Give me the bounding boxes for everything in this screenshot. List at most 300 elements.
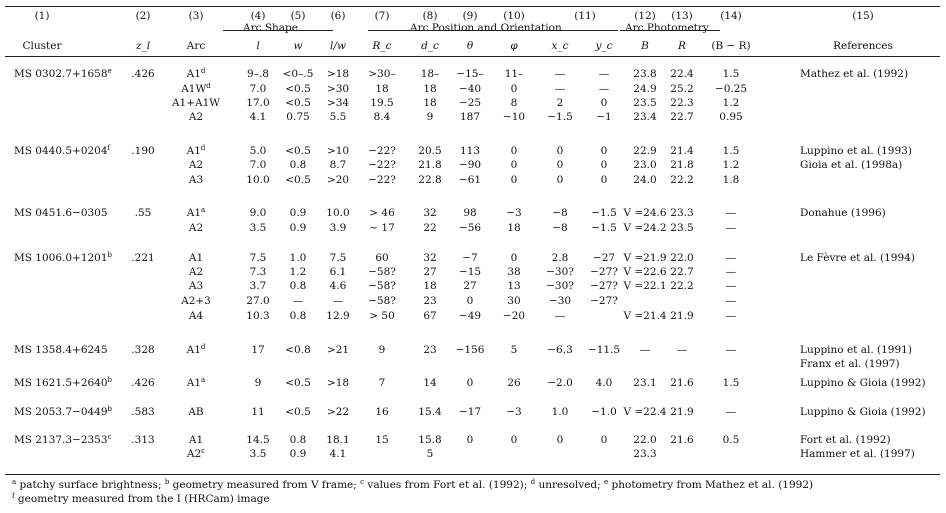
table-cell: 25.2 <box>670 83 694 95</box>
table-cell: 0.8 <box>289 159 307 171</box>
table-cell: .426 <box>131 68 155 80</box>
table-cell: Franx et al. (1997) <box>800 358 900 370</box>
table-cell: 21.8 <box>670 159 694 171</box>
table-cell: > 46 <box>369 207 395 219</box>
table-cell: <0.5 <box>285 145 311 157</box>
table-cell: 18– <box>420 68 440 80</box>
table-cell: .190 <box>131 145 155 157</box>
table-cell: 67 <box>423 310 437 322</box>
table-cell: <0.5 <box>285 174 311 186</box>
table-cell: 1.2 <box>722 159 740 171</box>
table-cell: >18 <box>326 377 350 389</box>
table-cell: A2 <box>188 222 204 234</box>
table-cell: −7 <box>462 252 478 264</box>
column-label: θ <box>466 40 474 52</box>
table-cell: <0.5 <box>285 377 311 389</box>
table-cell: >18 <box>326 68 350 80</box>
table-cell: 18 <box>423 280 437 292</box>
column-number: (6) <box>330 10 346 22</box>
table-cell: −22? <box>368 174 396 186</box>
column-label: References <box>833 40 893 52</box>
table-cell: 21.8 <box>418 159 442 171</box>
table-cell: 38 <box>507 266 521 278</box>
table-cell: 15.8 <box>418 434 442 446</box>
table-cell: A2 <box>188 266 204 278</box>
table-cell: 27 <box>463 280 477 292</box>
table-cell: 23.4 <box>633 111 657 123</box>
table-cell: >21 <box>326 344 350 356</box>
table-cell: 18 <box>423 83 437 95</box>
table-cell: −10 <box>502 111 526 123</box>
table-cell: MS $2053.7-0449^b$ <box>14 405 113 418</box>
table-cell: 0 <box>510 145 518 157</box>
group-rule-arc-shape <box>223 30 333 31</box>
table-cell: 18 <box>423 97 437 109</box>
table-cell: <0.8 <box>285 344 311 356</box>
table-cell: — <box>725 310 737 322</box>
table-cell: >20 <box>326 174 350 186</box>
column-number: (13) <box>671 10 693 22</box>
table-cell: A1$^d$ <box>186 144 206 157</box>
table-cell: <0.5 <box>285 406 311 418</box>
table-cell: 0 <box>556 159 564 171</box>
table-cell: — <box>639 344 651 356</box>
table-cell: 26 <box>507 377 521 389</box>
table-cell: MS $0440.5+0204^f$ <box>14 144 111 157</box>
footnote: $^a$ patchy surface brightness; $^b$ geometry measured from V frame; $^c$ values from Fort et al. (1992); $^d$ unresolved; $^e$ photometry from Mathez et al. (1992) <box>12 478 814 491</box>
table-cell: MS 1358.4+6245 <box>14 344 108 356</box>
table-cell: 1.5 <box>722 68 740 80</box>
column-number: (9) <box>462 10 478 22</box>
group-rule-arc-photometry <box>620 30 720 31</box>
table-cell: 9 <box>378 344 386 356</box>
table-cell: 22.9 <box>633 145 657 157</box>
table-cell: A2 <box>188 159 204 171</box>
table-cell: 0 <box>600 159 608 171</box>
table-cell: 0.9 <box>289 448 307 460</box>
table-cell: 0 <box>556 434 564 446</box>
column-number: (12) <box>634 10 656 22</box>
column-label: d_c <box>421 40 439 52</box>
table-cell: 13 <box>507 280 521 292</box>
table-cell: 23.8 <box>633 68 657 80</box>
table-cell: 9.0 <box>249 207 267 219</box>
table-cell: — <box>554 310 566 322</box>
column-label: φ <box>510 40 518 52</box>
table-cell: 0 <box>510 252 518 264</box>
table-cell: 0.8 <box>289 280 307 292</box>
table-cell: 22 <box>423 222 437 234</box>
table-cell: 22.7 <box>670 111 694 123</box>
table-cell: 23.3 <box>670 207 694 219</box>
table-cell: 0.8 <box>289 434 307 446</box>
table-cell: — <box>725 295 737 307</box>
table-cell: 21.6 <box>670 434 694 446</box>
table-cell: −58? <box>368 266 396 278</box>
table-cell: 0.5 <box>722 434 740 446</box>
table-cell: A1 <box>188 434 204 446</box>
table-cell: 11 <box>251 406 265 418</box>
table-cell: MS 0451.6−0305 <box>14 207 108 219</box>
table-cell: 0.75 <box>286 111 310 123</box>
table-cell: — <box>725 252 737 264</box>
table-cell: 12.9 <box>326 310 350 322</box>
table-cell: MS $2137.3-2353^c$ <box>14 433 112 446</box>
table-cell: 6.1 <box>329 266 347 278</box>
table-cell: 24.0 <box>633 174 657 186</box>
group-header-arc-shape: Arc Shape <box>243 22 298 34</box>
table-cell: A3 <box>188 174 204 186</box>
table-cell: >30– <box>368 68 396 80</box>
table-cell: 22.0 <box>670 252 694 264</box>
table-cell: — <box>725 406 737 418</box>
table-cell: −15 <box>458 266 482 278</box>
table-cell: −49 <box>458 310 482 322</box>
column-label: B <box>641 40 649 52</box>
table-cell: 21.6 <box>670 377 694 389</box>
table-cell: 22.3 <box>670 97 694 109</box>
table-cell: 7 <box>378 377 386 389</box>
table-cell: −22? <box>368 159 396 171</box>
table-cell: A1$^d$ <box>186 343 206 356</box>
table-cell: −1.5 <box>547 111 573 123</box>
table-cell: −56 <box>458 222 482 234</box>
table-cell: −30? <box>546 266 574 278</box>
table-cell: — <box>725 207 737 219</box>
table-cell: 60 <box>375 252 389 264</box>
table-cell: — <box>554 68 566 80</box>
table-cell: 32 <box>423 252 437 264</box>
table-cell: 7.0 <box>249 159 267 171</box>
table-cell: A2 <box>188 111 204 123</box>
table-cell: 4.1 <box>329 448 347 460</box>
header-rule <box>5 56 940 57</box>
table-cell: .221 <box>131 252 155 264</box>
table-cell: −6.3 <box>547 344 573 356</box>
table-cell: −8 <box>552 222 568 234</box>
table-cell: Luppino et al. (1993) <box>800 145 912 157</box>
table-cell: V =22.1 <box>623 280 667 292</box>
table-cell: 11– <box>504 68 524 80</box>
table-cell: −27? <box>590 295 618 307</box>
table-cell: 27.0 <box>246 295 270 307</box>
table-cell: 23 <box>423 344 437 356</box>
table-cell: A2$^c$ <box>186 447 206 460</box>
table-cell: −11.5 <box>587 344 621 356</box>
table-cell: V =24.2 <box>623 222 667 234</box>
bottom-rule <box>5 474 940 475</box>
table-cell: 22.0 <box>633 434 657 446</box>
table-cell: 8.7 <box>329 159 347 171</box>
table-cell: −58? <box>368 280 396 292</box>
table-cell: — <box>725 280 737 292</box>
table-cell: 0 <box>600 174 608 186</box>
table-cell: 0 <box>600 434 608 446</box>
table-cell: 9 <box>254 377 262 389</box>
table-cell: 10.0 <box>326 207 350 219</box>
table-cell: 0.95 <box>719 111 743 123</box>
table-cell: −156 <box>455 344 485 356</box>
table-cell: 22.2 <box>670 174 694 186</box>
table-cell: −27 <box>592 252 616 264</box>
table-cell: 113 <box>459 145 481 157</box>
table-cell: −27? <box>590 280 618 292</box>
column-number: (3) <box>188 10 204 22</box>
table-cell: 1.8 <box>722 174 740 186</box>
table-cell: — <box>554 83 566 95</box>
table-cell: V =21.9 <box>623 252 667 264</box>
table-cell: 23.0 <box>633 159 657 171</box>
column-number: (10) <box>503 10 525 22</box>
column-label: y_c <box>595 40 613 52</box>
column-label: Cluster <box>22 40 62 52</box>
table-cell: A1$^d$ <box>186 67 206 80</box>
table-cell: −3 <box>506 207 522 219</box>
column-label: l <box>256 40 260 52</box>
table-cell: A4 <box>188 310 204 322</box>
column-number: (1) <box>34 10 50 22</box>
table-cell: 1.5 <box>722 145 740 157</box>
table-cell: 20.5 <box>418 145 442 157</box>
table-cell: >22 <box>326 406 350 418</box>
table-cell: 0 <box>510 159 518 171</box>
table-cell: 8.4 <box>373 111 391 123</box>
table-cell: 22.7 <box>670 266 694 278</box>
table-cell: 5 <box>426 448 434 460</box>
table-cell: Hammer et al. (1997) <box>800 448 915 460</box>
table-cell: 10.3 <box>246 310 270 322</box>
table-cell: — <box>598 68 610 80</box>
table-cell: Fort et al. (1992) <box>800 434 891 446</box>
top-rule <box>5 6 940 7</box>
table-cell: 0.8 <box>289 310 307 322</box>
table-cell: −20 <box>502 310 526 322</box>
column-label: R_c <box>372 40 392 52</box>
table-cell: 7.5 <box>329 252 347 264</box>
column-label: z_l <box>135 40 151 52</box>
table-cell: Luppino et al. (1991) <box>800 344 912 356</box>
table-cell: −1.5 <box>591 222 617 234</box>
column-label: l/w <box>330 40 346 52</box>
table-cell: 2 <box>556 97 564 109</box>
table-cell: 17.0 <box>246 97 270 109</box>
table-cell: −30 <box>548 295 572 307</box>
table-cell: 22.8 <box>418 174 442 186</box>
table-cell: A1$^a$ <box>186 376 206 389</box>
table-cell: 18 <box>507 222 521 234</box>
table-cell: V =21.4 <box>623 310 667 322</box>
table-cell: MS $0302.7+1658^e$ <box>14 67 112 80</box>
table-cell: MS $1006.0+1201^b$ <box>14 251 113 264</box>
table-cell: 15.4 <box>418 406 442 418</box>
table-cell: A1 <box>188 252 204 264</box>
table-cell: 3.7 <box>249 280 267 292</box>
table-cell: Luppino & Gioia (1992) <box>800 406 926 418</box>
table-cell: 27 <box>423 266 437 278</box>
table-cell: 0 <box>510 434 518 446</box>
table-cell: 0.9 <box>289 207 307 219</box>
group-rule-arc-position <box>368 30 618 31</box>
table-cell: — <box>725 266 737 278</box>
table-cell: Gioia et al. (1998a) <box>800 159 903 171</box>
table-cell: Luppino & Gioia (1992) <box>800 377 926 389</box>
table-cell: 21.4 <box>670 145 694 157</box>
table-cell: 10.0 <box>246 174 270 186</box>
table-cell: 0 <box>600 145 608 157</box>
table-cell: 5 <box>510 344 518 356</box>
table-cell: >34 <box>326 97 350 109</box>
table-cell: A3 <box>188 280 204 292</box>
table-cell: −40 <box>458 83 482 95</box>
table-cell: −61 <box>458 174 482 186</box>
table-cell: 2.8 <box>551 252 569 264</box>
table-cell: 8 <box>510 97 518 109</box>
table-cell: 1.2 <box>722 97 740 109</box>
column-number: (11) <box>574 10 596 22</box>
table-cell: Donahue (1996) <box>800 207 886 219</box>
table-cell: Le Fèvre et al. (1994) <box>800 252 915 264</box>
table-cell: −30? <box>546 280 574 292</box>
table-cell: >30 <box>326 83 350 95</box>
table-cell: ~ 17 <box>369 222 395 234</box>
table-cell: .55 <box>134 207 152 219</box>
table-cell: −0.25 <box>714 83 748 95</box>
table-cell: 0 <box>466 434 474 446</box>
table-cell: 7.3 <box>249 266 267 278</box>
table-cell: A1+A1W <box>171 97 221 109</box>
table-cell: AB <box>188 406 204 418</box>
table-cell: 19.5 <box>370 97 394 109</box>
column-number: (5) <box>290 10 306 22</box>
table-cell: — <box>332 295 344 307</box>
table-cell: 7.0 <box>249 83 267 95</box>
table-cell: 23.5 <box>670 222 694 234</box>
table-cell: Mathez et al. (1992) <box>800 68 909 80</box>
column-number: (7) <box>374 10 390 22</box>
table-cell: 7.5 <box>249 252 267 264</box>
table-cell: <0–.5 <box>282 68 314 80</box>
table-cell: 23.3 <box>633 448 657 460</box>
column-number: (4) <box>250 10 266 22</box>
table-cell: 16 <box>375 406 389 418</box>
table-cell: 3.9 <box>329 222 347 234</box>
group-header-arc-photometry: Arc Photometry <box>625 22 709 34</box>
table-cell: 21.9 <box>670 406 694 418</box>
table-cell: 14.5 <box>246 434 270 446</box>
table-cell: 0 <box>466 377 474 389</box>
table-cell: >10 <box>326 145 350 157</box>
column-number: (2) <box>135 10 151 22</box>
table-cell: 30 <box>507 295 521 307</box>
table-cell: 15 <box>375 434 389 446</box>
table-cell: 4.6 <box>329 280 347 292</box>
column-number: (8) <box>422 10 438 22</box>
column-label: x_c <box>551 40 569 52</box>
table-cell: −58? <box>368 295 396 307</box>
table-cell: 23.5 <box>633 97 657 109</box>
table-cell: −27? <box>590 266 618 278</box>
table-cell: A2+3 <box>181 295 211 307</box>
table-cell: −25 <box>458 97 482 109</box>
table-cell: 5.5 <box>329 111 347 123</box>
table-cell: 0 <box>510 83 518 95</box>
table-cell: 23 <box>423 295 437 307</box>
table-cell: 0 <box>556 174 564 186</box>
table-cell: −17 <box>458 406 482 418</box>
table-cell: — <box>292 295 304 307</box>
table-cell: 14 <box>423 377 437 389</box>
table-cell: 0.9 <box>289 222 307 234</box>
table-cell: <0.5 <box>285 97 311 109</box>
table-cell: 1.0 <box>551 406 569 418</box>
table-cell: 0 <box>556 145 564 157</box>
table-cell: −3 <box>506 406 522 418</box>
column-label: R <box>678 40 686 52</box>
table-cell: 1.5 <box>722 377 740 389</box>
table-cell: 18 <box>375 83 389 95</box>
table-cell: 9 <box>426 111 434 123</box>
table-cell: −8 <box>552 207 568 219</box>
column-number: (14) <box>720 10 742 22</box>
table-cell: $A1W^d$ <box>181 82 211 95</box>
table-cell: <0.5 <box>285 83 311 95</box>
table-cell: V =24.6 <box>623 207 667 219</box>
table-cell: 21.9 <box>670 310 694 322</box>
table-cell: −1.5 <box>591 207 617 219</box>
table-cell: .328 <box>131 344 155 356</box>
footnote: $^f$ geometry measured from the I (HRCam) image <box>12 492 270 505</box>
table-cell: 0 <box>600 97 608 109</box>
table-cell: 32 <box>423 207 437 219</box>
table-cell: 3.5 <box>249 448 267 460</box>
table-cell: .426 <box>131 377 155 389</box>
table-cell: .313 <box>131 434 155 446</box>
table-cell: MS $1621.5+2640^b$ <box>14 376 113 389</box>
table-cell: 22.2 <box>670 280 694 292</box>
table-cell: 98 <box>463 207 477 219</box>
table-cell: 18.1 <box>326 434 350 446</box>
table-cell: > 50 <box>369 310 395 322</box>
table-cell: −90 <box>458 159 482 171</box>
column-label: w <box>293 40 303 52</box>
table-cell: 22.4 <box>670 68 694 80</box>
table-cell: — <box>676 344 688 356</box>
table-cell: 17 <box>251 344 265 356</box>
table-cell: 5.0 <box>249 145 267 157</box>
table-cell: 187 <box>459 111 481 123</box>
table-cell: 1.2 <box>289 266 307 278</box>
table-cell: — <box>598 83 610 95</box>
table-cell: .583 <box>131 406 155 418</box>
table-cell: 3.5 <box>249 222 267 234</box>
column-label: Arc <box>186 40 206 52</box>
column-number: (15) <box>852 10 874 22</box>
table-cell: 23.1 <box>633 377 657 389</box>
table-cell: 4.1 <box>249 111 267 123</box>
table-cell: −22? <box>368 145 396 157</box>
table-cell: −2.0 <box>547 377 573 389</box>
table-cell: 9–.8 <box>247 68 269 80</box>
table-cell: 24.9 <box>633 83 657 95</box>
table-cell: 4.0 <box>595 377 613 389</box>
table-cell: 0 <box>466 295 474 307</box>
table-cell: −1 <box>596 111 612 123</box>
table-cell: A1$^a$ <box>186 206 206 219</box>
table-cell: V =22.6 <box>623 266 667 278</box>
group-header-arc-position: Arc Position and Orientation <box>410 22 562 34</box>
table-cell: — <box>725 344 737 356</box>
table-cell: 0 <box>510 174 518 186</box>
